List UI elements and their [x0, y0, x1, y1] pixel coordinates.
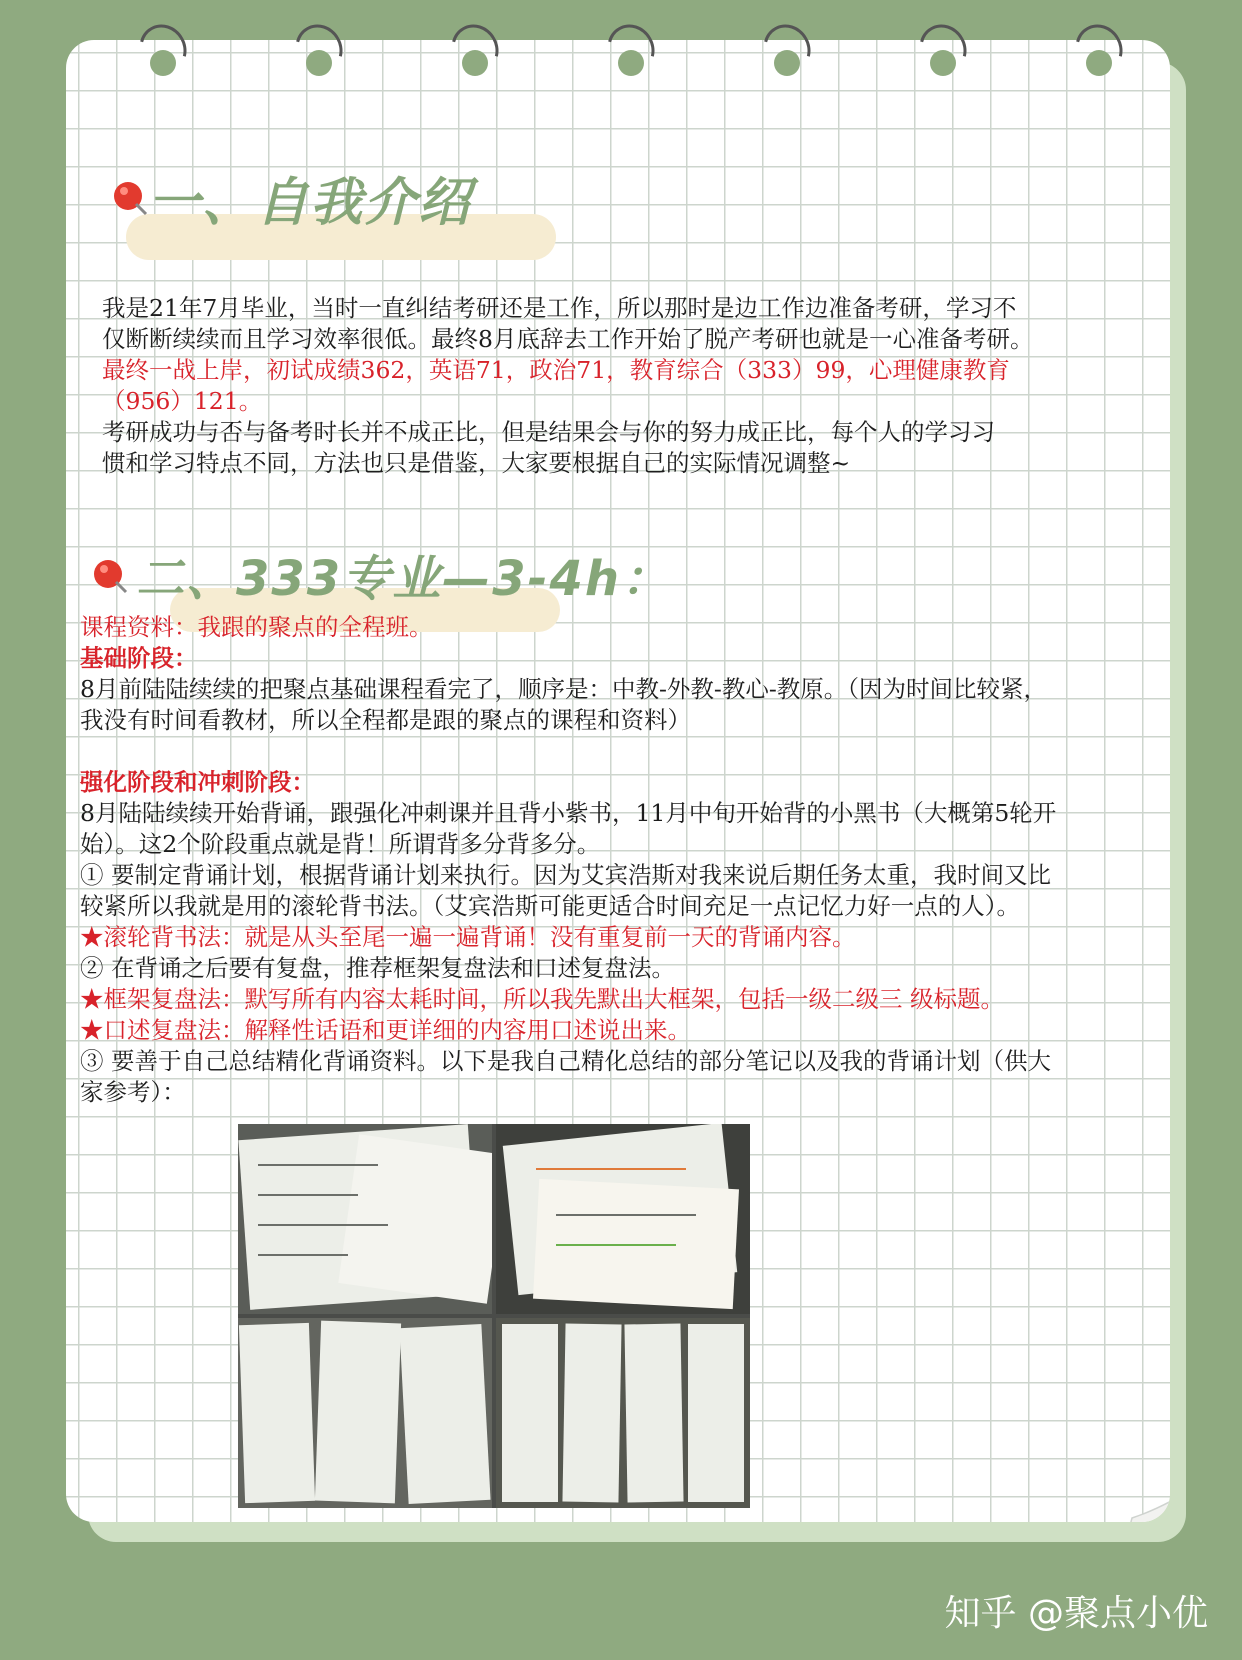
strong-line-1: 8月陆陆续续开始背诵，跟强化冲刺课并且背小紫书，11月中旬开始背的小黑书（大概第5轮开: [80, 799, 1057, 827]
intro-score-line-1: 最终一战上岸，初试成绩362，英语71，政治71，教育综合（333）99，心理健康教育: [102, 356, 1010, 384]
intro-score-line-2: （956）121。: [102, 387, 263, 415]
binder-ring: [600, 18, 660, 78]
course-material: 课程资料：我跟的聚点的全程班。: [80, 613, 433, 641]
binder-ring: [444, 18, 504, 78]
notes-photo-collage: [238, 1124, 750, 1508]
basic-line-2: 我没有时间看教材，所以全程都是跟的聚点的课程和资料）: [80, 706, 691, 734]
strong-line-4: 较紧所以我就是用的滚轮背书法。（艾宾浩斯可能更适合时间充足一点记忆力好一点的人）。: [80, 892, 1020, 920]
page-curl: [1118, 1452, 1170, 1522]
notes-photo: [496, 1318, 750, 1508]
binder-ring: [912, 18, 972, 78]
binder-ring: [288, 18, 348, 78]
zhihu-watermark: 知乎 @聚点小优: [944, 1593, 1208, 1634]
binder-ring: [1068, 18, 1128, 78]
notes-photo: [496, 1124, 750, 1314]
framework-method: ★框架复盘法：默写所有内容太耗时间，所以我先默出大框架，包括一级二级三 级标题。: [80, 985, 1004, 1013]
section-title-333: 二、333专业—3-4h：: [136, 551, 672, 607]
notes-line-1: ③ 要善于自己总结精化背诵资料。以下是我自己精化总结的部分笔记以及我的背诵计划（供大: [80, 1047, 1051, 1075]
notes-photo: [238, 1124, 492, 1314]
strong-stage-heading: 强化阶段和冲刺阶段：: [80, 768, 315, 796]
strong-line-2: 始）。这2个阶段重点就是背！所谓背多分背多分。: [80, 830, 601, 858]
notes-photo: [238, 1318, 492, 1508]
section-title-intro: 一、自我介绍: [148, 173, 473, 233]
rolling-method: ★滚轮背书法：就是从头至尾一遍一遍背诵！没有重复前一天的背诵内容。: [80, 923, 856, 951]
intro-line-2: 仅断断续续而且学习效率很低。最终8月底辞去工作开始了脱产考研也就是一心准备考研。: [102, 325, 1034, 353]
binder-ring: [756, 18, 816, 78]
intro-advice-line-2: 惯和学习特点不同，方法也只是借鉴，大家要根据自己的实际情况调整~: [102, 449, 851, 477]
pushpin-icon: [110, 178, 150, 218]
oral-method: ★口述复盘法：解释性话语和更详细的内容用口述说出来。: [80, 1016, 691, 1044]
intro-advice-line-1: 考研成功与否与备考时长并不成正比，但是结果会与你的努力成正比，每个人的学习习: [102, 418, 995, 446]
notes-line-2: 家参考）：: [80, 1078, 186, 1106]
basic-line-1: 8月前陆陆续续的把聚点基础课程看完了，顺序是：中教-外教-教心-教原。（因为时间比较紧，: [80, 675, 1048, 703]
strong-line-3: ① 要制定背诵计划，根据背诵计划来执行。因为艾宾浩斯对我来说后期任务太重，我时间又比: [80, 861, 1051, 889]
review-step: ② 在背诵之后要有复盘，推荐框架复盘法和口述复盘法。: [80, 954, 675, 982]
binder-ring: [132, 18, 192, 78]
pushpin-icon: [90, 556, 130, 596]
basic-stage-heading: 基础阶段：: [80, 644, 198, 672]
intro-line-1: 我是21年7月毕业，当时一直纠结考研还是工作，所以那时是边工作边准备考研，学习不: [102, 294, 1017, 322]
